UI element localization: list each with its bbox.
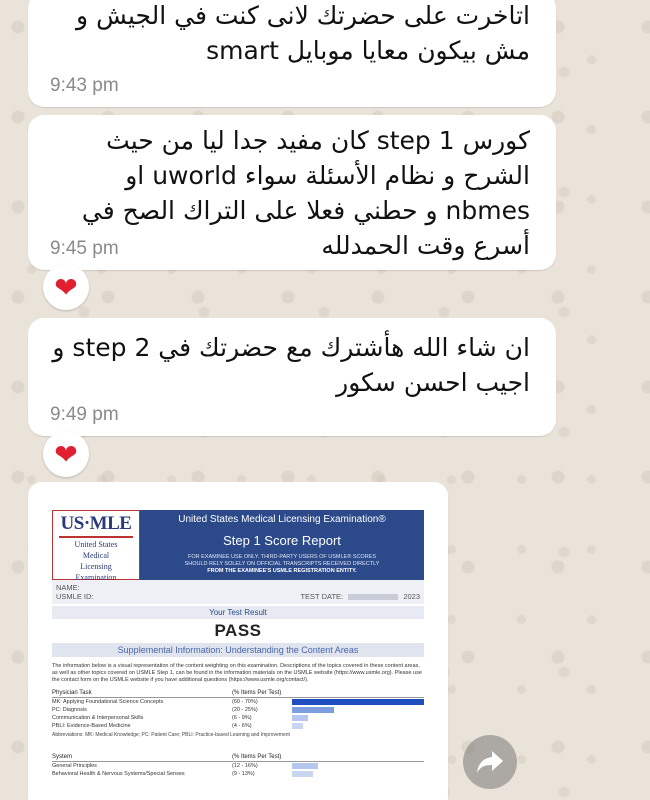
logo-main-text: US·MLE bbox=[60, 513, 132, 534]
row-range: (20 - 25%) bbox=[232, 707, 258, 713]
message-time: 9:45 pm bbox=[50, 238, 119, 259]
notice-line: FROM THE EXAMINEE'S USMLE REGISTRATION ENTITY. bbox=[207, 568, 357, 574]
report-title: Step 1 Score Report bbox=[223, 533, 341, 548]
row-range: (4 - 6%) bbox=[232, 723, 252, 729]
row-label: General Principles bbox=[52, 763, 97, 769]
row-label: PC: Diagnosis bbox=[52, 707, 87, 713]
name-label: NAME: bbox=[56, 583, 80, 592]
row-range: (6 - 9%) bbox=[232, 715, 252, 721]
table-row bbox=[52, 770, 424, 778]
message-time: 9:43 pm bbox=[50, 75, 119, 96]
logo-divider bbox=[59, 536, 133, 538]
column-header: Physician Task bbox=[52, 690, 92, 696]
weight-bar bbox=[292, 723, 303, 729]
message-time: 9:49 pm bbox=[50, 404, 119, 425]
logo-line: United States bbox=[74, 540, 118, 549]
test-date-label: TEST DATE: bbox=[300, 592, 344, 601]
notice-line: SHOULD RELY SOLELY ON OFFICIAL TRANSCRIPTS RECEIVED DIRECTLY bbox=[184, 561, 380, 567]
report-title-banner bbox=[140, 510, 424, 580]
table-row bbox=[52, 722, 424, 730]
table-header bbox=[52, 754, 424, 762]
table-header bbox=[52, 690, 424, 698]
notice-line: FOR EXAMINEE USE ONLY. THIRD-PARTY USERS OF USMLE® SCORES bbox=[187, 554, 377, 560]
weight-bar bbox=[292, 699, 424, 705]
exam-name: United States Medical Licensing Examination® bbox=[178, 514, 386, 525]
message-bubble[interactable] bbox=[28, 115, 556, 270]
supplemental-paragraph: The information below is a visual representation of the content weighting on this examination. Descriptions of the topics covered in these content areas, as well as other topics covered on USMLE Step 1, can be found in the information materials on the USMLE website (https://www.usmle.org). Please use the contact form on the USMLE website if you have additional questions (https://www.usmle.org/contact/). bbox=[52, 663, 422, 683]
row-label: PBLI: Evidence-Based Medicine bbox=[52, 723, 131, 729]
weight-bar bbox=[292, 715, 308, 721]
row-range: (9 - 13%) bbox=[232, 771, 255, 777]
table-row bbox=[52, 698, 424, 706]
test-date-value: 2023 bbox=[403, 592, 420, 601]
table-row bbox=[52, 706, 424, 714]
abbreviations-note: Abbreviations: MK: Medical Knowledge; PC: Patient Care; PBLI: Practice-based Learning and Improvement bbox=[52, 732, 290, 738]
message-bubble[interactable] bbox=[28, 0, 556, 107]
row-label: Communication & Interpersonal Skills bbox=[52, 715, 144, 721]
row-label: Behavioral Health & Nervous Systems/Special Senses bbox=[52, 771, 185, 777]
usmle-id-label: USMLE ID: bbox=[56, 592, 94, 601]
message-text: ان شاء الله هأشترك مع حضرتك في step 2 و اجيب احسن سكور bbox=[52, 333, 530, 397]
weight-bar bbox=[292, 771, 313, 777]
column-header: (% Items Per Test) bbox=[232, 690, 282, 696]
share-arrow-icon bbox=[475, 749, 505, 775]
column-header: (% Items Per Test) bbox=[232, 754, 282, 760]
report-header bbox=[52, 510, 424, 580]
share-button[interactable] bbox=[463, 735, 517, 789]
row-range: (12 - 16%) bbox=[232, 763, 258, 769]
score-report-image bbox=[52, 510, 424, 778]
physician-task-rows bbox=[52, 698, 424, 730]
row-range: (60 - 70%) bbox=[232, 699, 258, 705]
message-text: اتاخرت على حضرتك لانى كنت في الجيش و مش بيكون معايا موبايل smart bbox=[76, 1, 530, 65]
your-result-label: Your Test Result bbox=[52, 606, 424, 619]
redacted-date bbox=[348, 594, 398, 600]
table-row bbox=[52, 762, 424, 770]
supplemental-title: Supplemental Information: Understanding the Content Areas bbox=[52, 643, 424, 657]
result-value: PASS bbox=[214, 621, 262, 640]
logo-line: Examination bbox=[75, 573, 117, 582]
heart-reaction-icon[interactable]: ❤ bbox=[43, 431, 89, 477]
column-header: System bbox=[52, 754, 73, 760]
message-bubble[interactable] bbox=[28, 318, 556, 436]
logo-line: Licensing bbox=[80, 562, 112, 571]
table-row bbox=[52, 714, 424, 722]
system-rows bbox=[52, 762, 424, 778]
image-message[interactable] bbox=[28, 482, 448, 800]
weight-bar bbox=[292, 763, 318, 769]
weight-bar bbox=[292, 707, 334, 713]
logo-line: Medical bbox=[82, 551, 110, 560]
row-label: MK: Applying Foundational Science Concepts bbox=[52, 699, 164, 705]
usmle-logo bbox=[52, 510, 140, 580]
examinee-info-row bbox=[52, 580, 424, 604]
message-text: كورس step 1 كان مفيد جدا ليا من حيث الشرح و نظام الأسئلة سواء uworld او nbmes و حطني فعلا على التراك الصح في أسرع وقت الحمدلله bbox=[81, 126, 530, 260]
heart-reaction-icon[interactable]: ❤ bbox=[43, 264, 89, 310]
